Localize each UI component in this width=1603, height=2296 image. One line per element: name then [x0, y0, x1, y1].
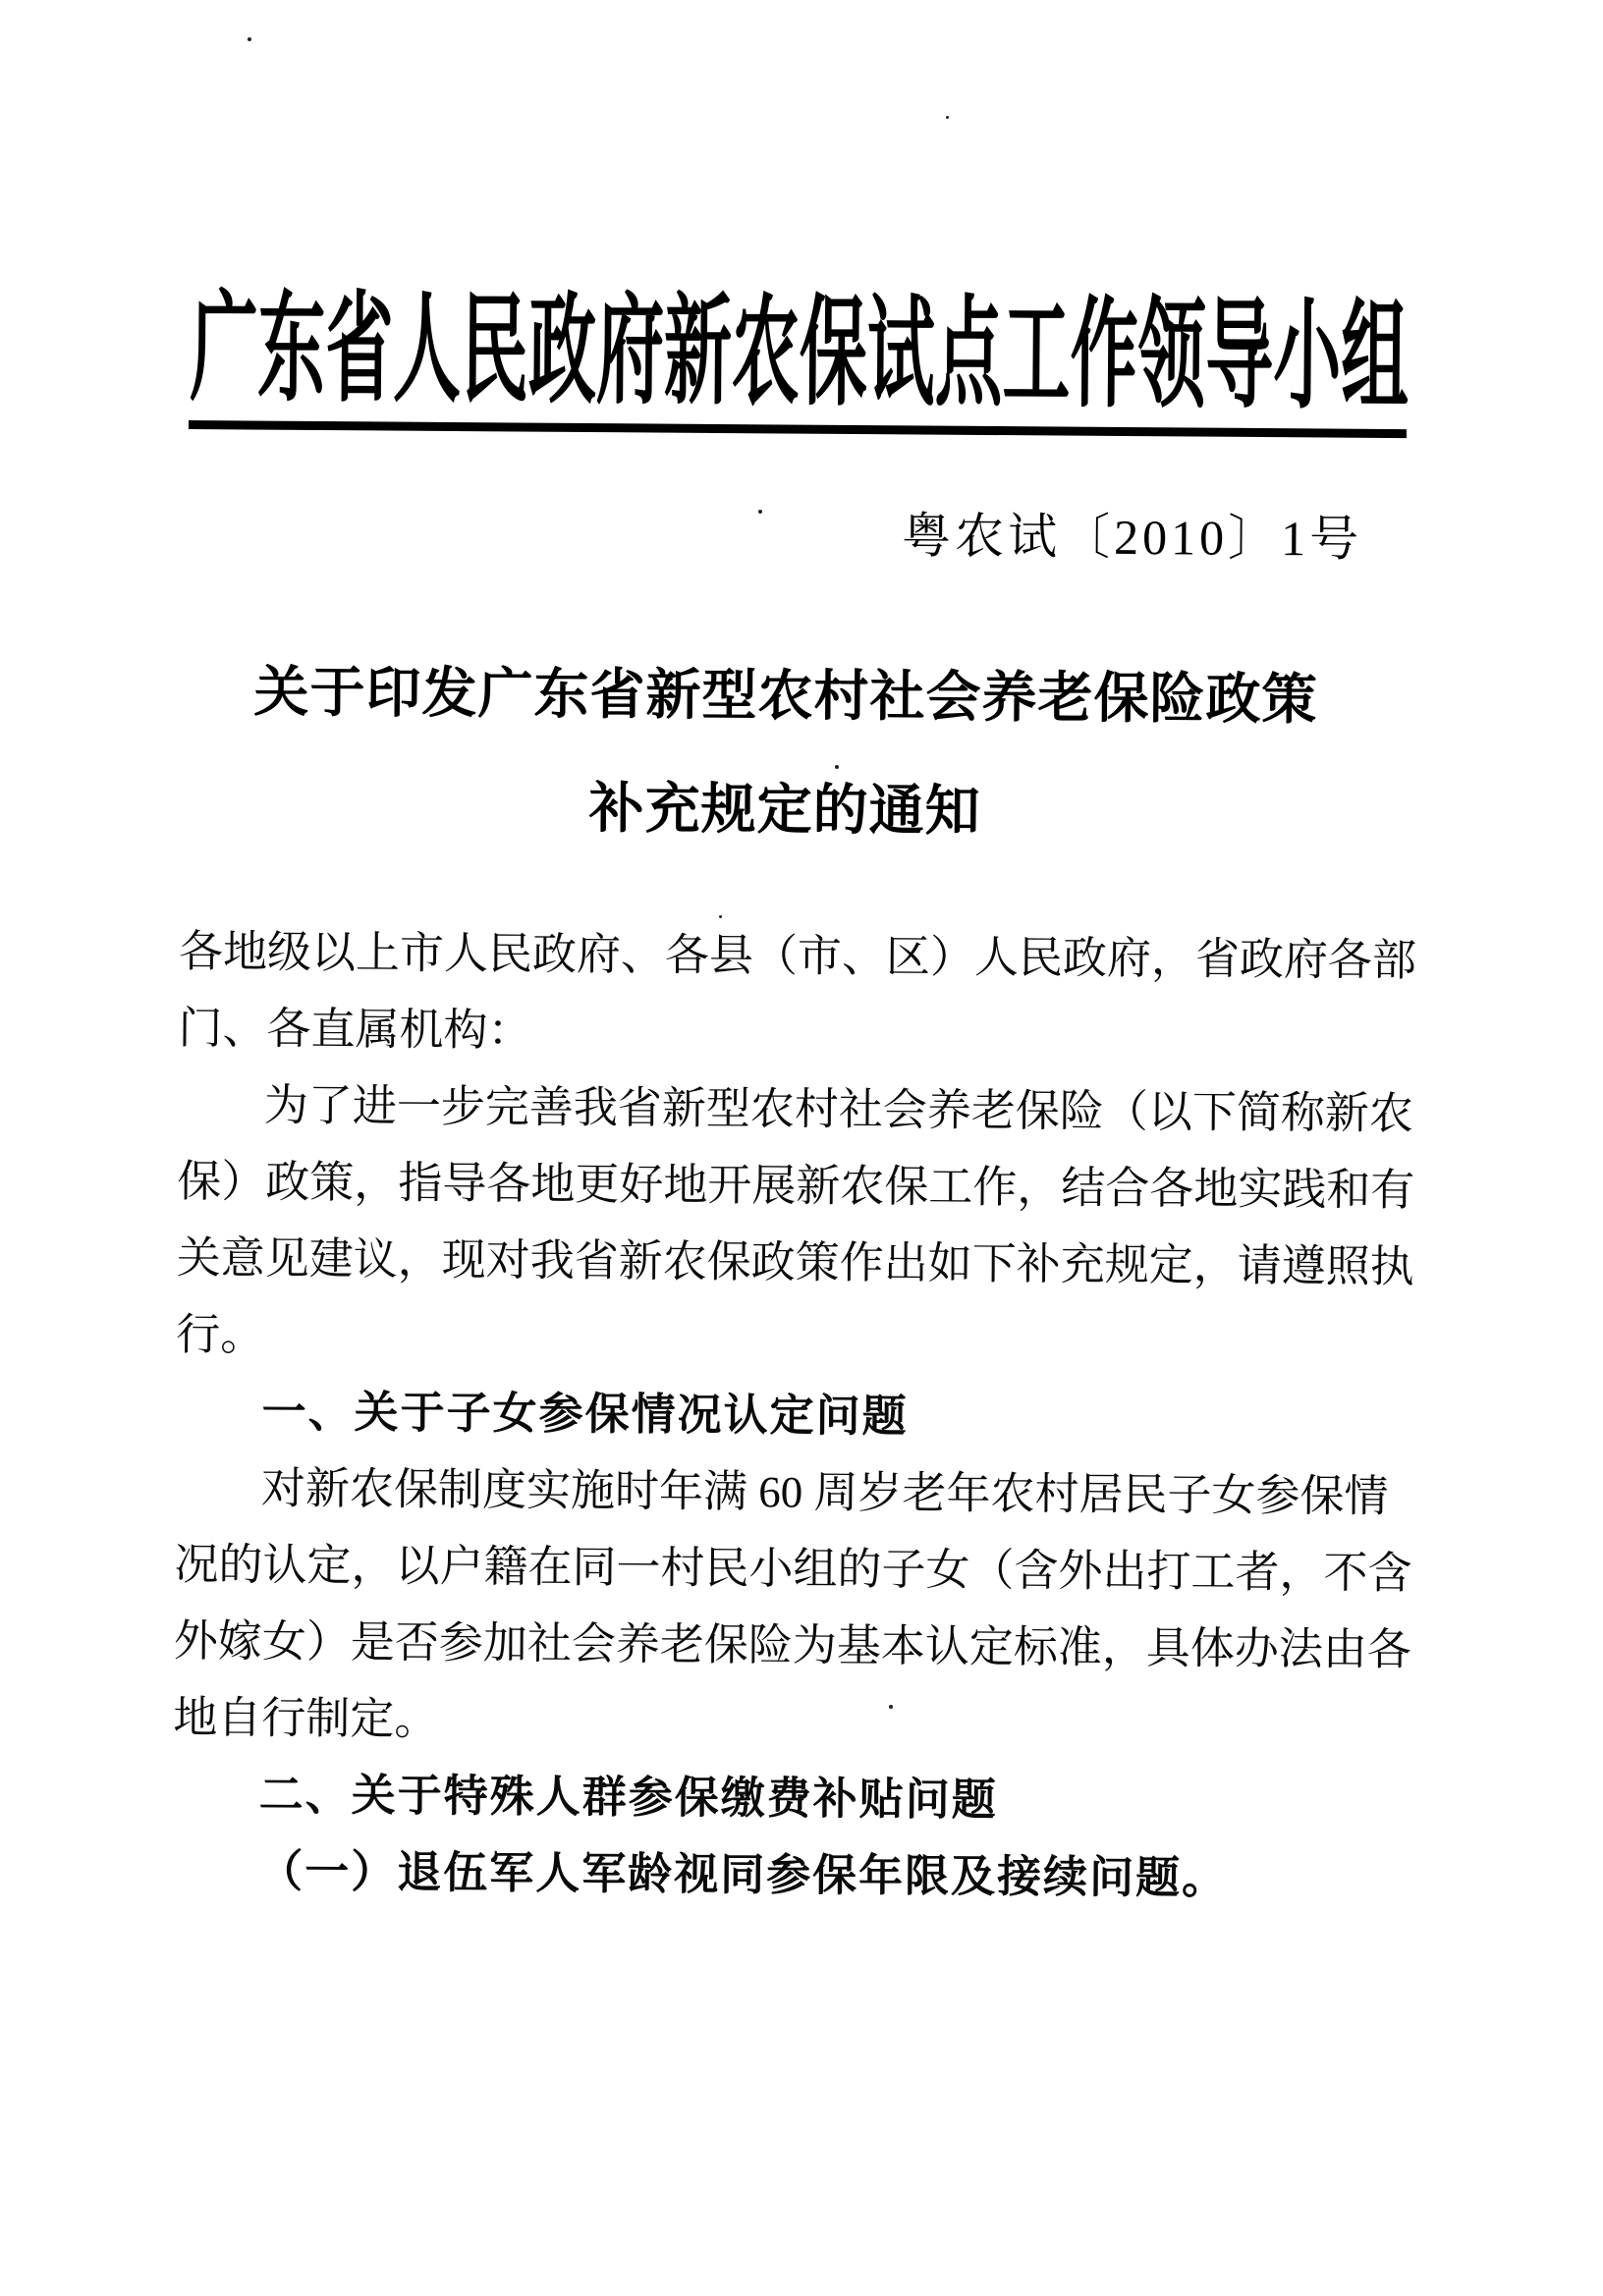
scan-speck — [835, 765, 839, 769]
document-body-text — [172, 913, 1416, 1918]
addressee-line-1: 各地级以上市人民政府、各县（市、区）人民政府，省政府各部 — [178, 926, 1417, 986]
section-2-heading: 二、关于特殊人群参保缴费补贴问题 — [258, 1769, 998, 1826]
document-reference-number: 粤农试〔2010〕1号 — [901, 508, 1363, 567]
intro-line-1: 为了进一步完善我省新型农村社会养老保险（以下简称新农 — [263, 1080, 1414, 1139]
section-1-line-4: 地自行制定。 — [173, 1692, 439, 1744]
scan-speck — [248, 37, 251, 41]
section-1-line-1: 对新农保制度实施时年满 60 周岁老年农村居民子女参保情 — [260, 1463, 1389, 1521]
section-1-heading: 一、关于子女参保情况认定问题 — [261, 1386, 909, 1442]
scan-speck — [946, 116, 949, 119]
section-2-sub-1-heading: （一）退伍军人军龄视同参保年限及接续问题。 — [258, 1846, 1229, 1903]
document-title-line-1: 关于印发广东省新型农村社会养老保险政策 — [253, 660, 1318, 731]
section-1-line-3: 外嫁女）是否参加社会养老保险为基本认定标准，具体办法由各 — [173, 1615, 1412, 1675]
scan-speck — [758, 510, 762, 514]
section-1-line-2: 况的认定，以户籍在同一村民小组的子女（含外出打工者，不含 — [174, 1539, 1412, 1599]
document-title-line-2: 补充规定的通知 — [588, 777, 981, 842]
intro-line-4: 行。 — [176, 1309, 265, 1360]
intro-line-2: 保）政策，指导各地更好地开展新农保工作，结合各地实践和有 — [177, 1156, 1415, 1216]
scan-speck — [889, 1705, 893, 1709]
addressee-line-2: 门、各直属机构： — [178, 1003, 532, 1056]
intro-line-3: 关意见建议，现对我省新农保政策作出如下补充规定，请遵照执 — [176, 1232, 1414, 1292]
scan-speck — [719, 915, 722, 918]
issuing-agency-banner: 广东省人民政府新农保试点工作领导小组 — [190, 283, 1410, 425]
